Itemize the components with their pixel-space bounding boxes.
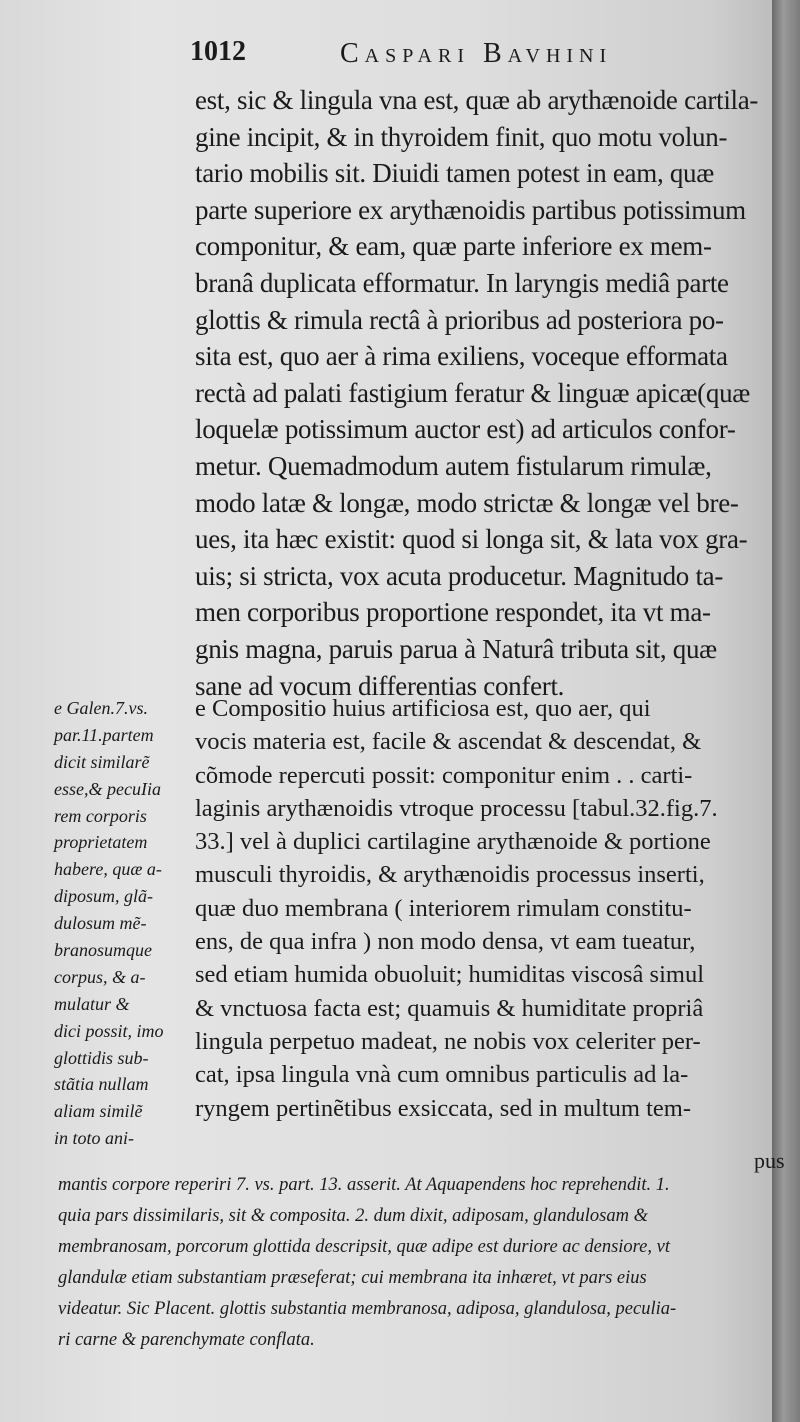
margin-note-line: branosumque — [54, 940, 152, 961]
text-line: modo latæ & longæ, modo strictæ & longæ vel bre- — [195, 487, 739, 518]
text-line: gnis magna, paruis parua à Naturâ tributa sit, quæ — [195, 633, 717, 664]
text-line: men corporibus proportione respondet, ita vt ma- — [195, 597, 711, 628]
running-head: Caspari Bavhini — [340, 38, 613, 69]
text-line: componitur, & eam, quæ parte inferiore ex mem- — [195, 231, 712, 262]
text-line: sed etiam humida obuoluit; humiditas viscosâ simul — [195, 961, 705, 989]
text-line: parte superiore ex arythænoidis partibus potissimum — [195, 194, 746, 225]
text-line: musculi thyroidis, & arythænoidis processus inserti, — [195, 861, 705, 889]
margin-note-line: mulatur & — [54, 993, 130, 1014]
text-line: cõmode repercuti possit: componitur enim . . carti- — [195, 761, 693, 789]
page-number: 1012 — [190, 36, 246, 67]
text-line: rectà ad palati fastigium feratur & linguæ apicæ(quæ — [195, 377, 750, 408]
text-line: glottis & rimula rectâ à prioribus ad posteriora po- — [195, 304, 724, 335]
text-line: 33.] vel à duplici cartilagine arythænoide & portione — [195, 828, 711, 856]
text-line: loquelæ potissimum auctor est) ad articulos confor- — [195, 414, 736, 445]
text-line: sita est, quo aer à rima exiliens, voceque efformata — [195, 341, 728, 372]
margin-note-line: stãtia nullam — [54, 1074, 149, 1095]
text-line: lingula perpetuo madeat, ne nobis vox celeriter per- — [195, 1027, 701, 1055]
text-line: ryngem pertinẽtibus exsiccata, sed in multum tem- — [195, 1094, 691, 1122]
margin-note-line: in toto ani- — [54, 1128, 134, 1149]
text-line: quæ duo membrana ( interiorem rimulam constitu- — [195, 894, 692, 922]
catchword: pus — [754, 1148, 785, 1173]
margin-note — [54, 695, 189, 1152]
footnote-line: quia pars dissimilaris, sit & composita. 2. dum dixit, adiposam, glandulosam & — [58, 1206, 648, 1226]
footnote — [58, 1170, 778, 1356]
text-line: vocis materia est, facile & ascendat & descendat, & — [195, 728, 702, 756]
footnote-line: glandulæ etiam substantiam præseferat; cui membrana ita inhæret, vt pars eius — [58, 1268, 647, 1288]
footnote-line: membranosam, porcorum glottida descripsit, quæ adipe est duriore ac densiore, vt — [58, 1237, 670, 1257]
margin-note-line: glottidis sub- — [54, 1047, 149, 1068]
text-line: laginis arythænoidis vtroque processu [tabul.32.fig.7. — [195, 794, 718, 822]
margin-note-line: proprietatem — [54, 832, 148, 853]
footnote-line: mantis corpore reperiri 7. vs. part. 13. asserit. At Aquapendens hoc reprehendit. 1. — [58, 1175, 670, 1195]
text-line: sane ad vocum differentias confert. — [195, 670, 565, 701]
margin-note-line: dici possit, imo — [54, 1020, 164, 1041]
text-line: ens, de qua infra ) non modo densa, vt eam tueatur, — [195, 928, 696, 956]
margin-note-line: dulosum mẽ- — [54, 913, 147, 934]
main-text — [195, 82, 760, 704]
text-line: cat, ipsa lingula vnà cum omnibus particulis ad la- — [195, 1061, 689, 1089]
text-line: est, sic & lingula vna est, quæ ab arythænoide cartila- — [195, 85, 759, 115]
page-header — [190, 32, 770, 72]
margin-note-line: habere, quæ a- — [54, 859, 162, 880]
margin-note-line: dicit similarẽ — [54, 751, 150, 772]
text-line: uis; si stricta, vox acuta producetur. Magnitudo ta- — [195, 560, 724, 591]
text-line: metur. Quemadmodum autem fistularum rimulæ, — [195, 450, 712, 481]
text-line: tario mobilis sit. Diuidi tamen potest in eam, quæ — [195, 158, 714, 189]
footnote-line: videatur. Sic Placent. glottis substantia membranosa, adiposa, glandulosa, peculia- — [58, 1299, 677, 1319]
margin-note-line: e Galen.7.vs. — [54, 698, 148, 718]
margin-note-line: aliam similẽ — [54, 1101, 143, 1122]
margin-note-line: diposum, glã- — [54, 886, 153, 907]
text-line: ues, ita hæc existit: quod si longa sit, & lata vox gra- — [195, 524, 748, 555]
margin-note-line: par.11.partem — [54, 724, 154, 745]
text-line: gine incipit, & in thyroidem finit, quo motu volun- — [195, 121, 728, 152]
margin-note-line: rem corporis — [54, 805, 147, 826]
margin-note-line: esse,& pecuIia — [54, 778, 161, 799]
margin-note-line: corpus, & a- — [54, 966, 146, 987]
text-line: & vnctuosa facta est; quamuis & humiditate propriâ — [195, 994, 704, 1022]
text-line: branâ duplicata efformatur. In laryngis mediâ parte — [195, 267, 729, 298]
text-line: e Compositio huius artificiosa est, quo aer, qui — [195, 695, 651, 722]
footnote-line: ri carne & parenchymate conflata. — [58, 1330, 315, 1350]
section-text — [195, 692, 760, 1125]
